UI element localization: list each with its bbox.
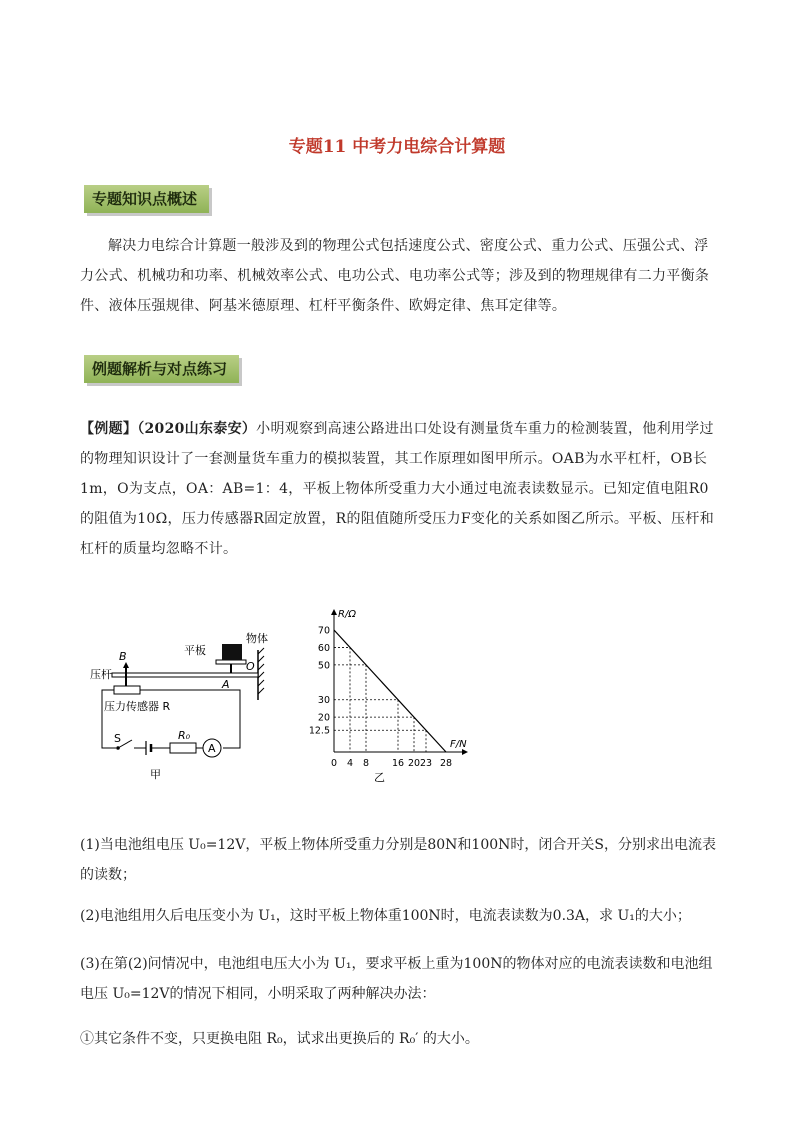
section-banner-overview: 专题知识点概述: [84, 185, 209, 213]
example-problem: [80, 414, 720, 564]
y-tick-label: 60: [317, 642, 330, 654]
y-tick-label: 50: [317, 660, 330, 672]
y-tick-label: 30: [317, 695, 330, 707]
question-1: (1)当电池组电压 U₀=12V，平板上物体所受重力分别是80N和100N时，闭合开关S，分别求出电流表的读数；: [80, 837, 716, 883]
x-tick-label: 23: [419, 758, 433, 769]
x-tick-label: 20: [407, 758, 421, 769]
label-S: S: [114, 732, 121, 745]
x-tick-label: 28: [439, 758, 453, 769]
page-title: 专题11 中考力电综合计算题: [288, 137, 506, 157]
y-tick-label: 12.5: [308, 725, 330, 737]
label-A: A: [222, 678, 230, 691]
label-yagan: 压杆: [90, 668, 112, 681]
question-3-1: ①其它条件不变，只更换电阻 R₀，试求出更换后的 R₀′ 的大小。: [80, 1031, 479, 1047]
x-tick-label: 4: [346, 758, 354, 769]
question-3: (3)在第(2)问情况中，电池组电压大小为 U₁，要求平板上重为100N的物体对应的电流表读数和电池组电压 U₀=12V的情况下相同，小明采取了两种解决办法：: [80, 956, 713, 1002]
x-tick-label: 0: [330, 758, 338, 769]
y-tick-label: 20: [317, 712, 330, 724]
label-sensor: 压力传感器 R: [104, 700, 171, 713]
section-banner-examples: 例题解析与对点练习: [84, 355, 239, 383]
label-B: B: [119, 650, 127, 663]
label-R0: R₀: [178, 729, 191, 742]
x-tick-label: 8: [362, 758, 370, 769]
figure-jia-diagram: [88, 630, 278, 790]
label-ammeter: A: [208, 742, 216, 755]
caption-yi: 乙: [374, 771, 385, 784]
series-line: [334, 630, 446, 752]
figure-yi-chart: [300, 605, 480, 790]
label-wuti: 物体: [246, 632, 268, 645]
example-tag: 【例题】: [80, 421, 138, 437]
overview-paragraph: 解决力电综合计算题一般涉及到的物理公式包括速度公式、密度公式、重力公式、压强公式、浮力公式、机械功和功率、机械效率公式、电功公式、电功率公式等；涉及到的物理规律有二力平衡条件、液体压强规律、阿基米德原理、杠杆平衡条件、欧姆定律、焦耳定律等。: [80, 238, 710, 314]
label-O: O: [246, 660, 255, 673]
x-axis-label: F/N: [450, 739, 467, 750]
y-axis-arrow: [331, 609, 337, 615]
y-axis-label: R/Ω: [338, 609, 356, 620]
x-tick-label: 16: [391, 758, 405, 769]
example-source: （2020山东泰安）: [137, 421, 257, 437]
example-text: 小明观察到高速公路进出口处设有测量货车重力的检测装置，他利用学过的物理知识设计了一套测量货车重力的模拟装置，其工作原理如图甲所示。OAB为水平杠杆，OB长1m，O为支点，OA：AB=1：4，平板上物体所受重力大小通过电流表读数显示。已知定值电阻R0的阻值为10Ω，压力传感器R固定放置，R的阻值随所受压力F变化的关系如图乙所示。平板、压杆和杠杆的质量均忽略不计。: [80, 421, 715, 557]
caption-jia: 甲: [150, 768, 161, 781]
question-2: (2)电池组用久后电压变小为 U₁，这时平板上物体重100N时，电流表读数为0.3A，求 U₁的大小；: [80, 908, 691, 924]
y-tick-label: 70: [317, 625, 330, 637]
label-pingban: 平板: [184, 644, 206, 657]
